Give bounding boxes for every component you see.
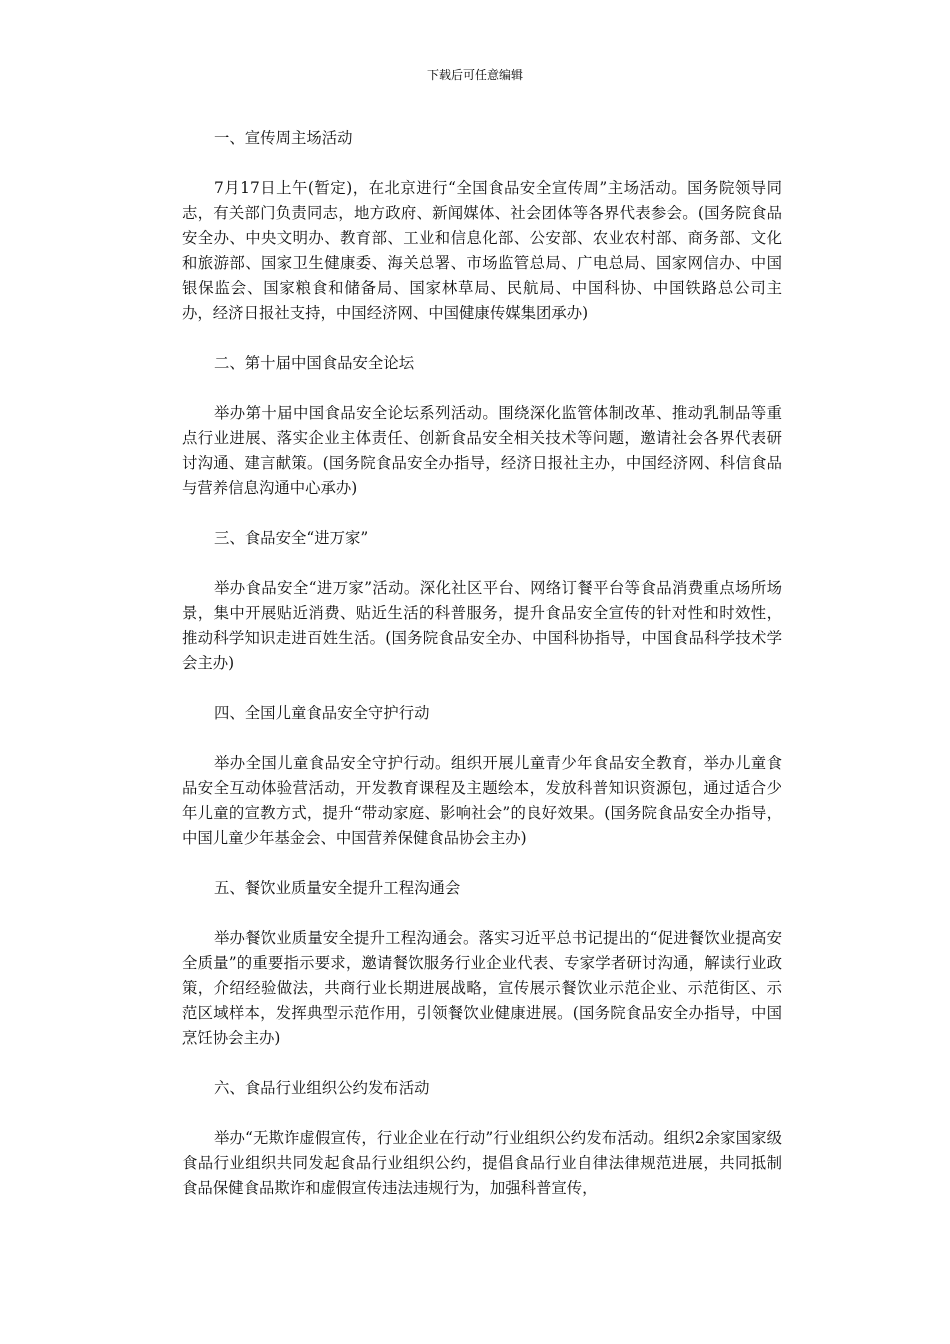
section-heading-6: 六、食品行业组织公约发布活动 <box>214 1079 430 1097</box>
header-note: 下载后可任意编辑 <box>426 68 523 82</box>
section-heading-1: 一、宣传周主场活动 <box>214 129 353 147</box>
section-paragraph-6: 举办“无欺诈虚假宣传，行业企业在行动”行业组织公约发布活动。组织2余家国家级食品行业组织共同发起食品行业组织公约，提倡食品行业自律法律规范进展，共同抵制食品保健食品欺诈和虚假宣传违法违规行为，加强科普宣传， <box>182 1129 782 1197</box>
section-paragraph-1: 7月17日上午(暂定)，在北京进行“全国食品安全宣传周”主场活动。国务院领导同志，有关部门负责同志，地方政府、新闻媒体、社会团体等各界代表参会。(国务院食品安全办、中央文明办、教育部、工业和信息化部、公安部、农业农村部、商务部、文化和旅游部、国家卫生健康委、海关总署、市场监管总局、广电总局、国家网信办、中国银保监会、国家粮食和储备局、国家林草局、民航局、中国科协、中国铁路总公司主办，经济日报社支持，中国经济网、中国健康传媒集团承办) <box>182 179 782 322</box>
section-paragraph-4: 举办全国儿童食品安全守护行动。组织开展儿童青少年食品安全教育，举办儿童食品安全互动体验营活动，开发教育课程及主题绘本，发放科普知识资源包，通过适合少年儿童的宣教方式，提升“带动家庭、影响社会”的良好效果。(国务院食品安全办指导，中国儿童少年基金会、中国营养保健食品协会主办) <box>182 754 782 847</box>
section-heading-4: 四、全国儿童食品安全守护行动 <box>214 704 430 722</box>
section-heading-5: 五、餐饮业质量安全提升工程沟通会 <box>214 879 461 897</box>
section-paragraph-5: 举办餐饮业质量安全提升工程沟通会。落实习近平总书记提出的“促进餐饮业提高安全质量”的重要指示要求，邀请餐饮服务行业企业代表、专家学者研讨沟通，解读行业政策，介绍经验做法，共商行业长期进展战略，宣传展示餐饮业示范企业、示范街区、示范区域样本，发挥典型示范作用，引领餐饮业健康进展。(国务院食品安全办指导，中国烹饪协会主办) <box>182 929 782 1047</box>
document-body <box>182 126 782 1226</box>
section-paragraph-2: 举办第十届中国食品安全论坛系列活动。围绕深化监管体制改革、推动乳制品等重点行业进展、落实企业主体责任、创新食品安全相关技术等问题，邀请社会各界代表研讨沟通、建言献策。(国务院食品安全办指导，经济日报社主办，中国经济网、科信食品与营养信息沟通中心承办) <box>182 404 782 497</box>
section-heading-3: 三、食品安全“进万家” <box>214 529 369 547</box>
section-heading-2: 二、第十届中国食品安全论坛 <box>214 354 415 372</box>
section-paragraph-3: 举办食品安全“进万家”活动。深化社区平台、网络订餐平台等食品消费重点场所场景，集中开展贴近消费、贴近生活的科普服务，提升食品安全宣传的针对性和时效性，推动科学知识走进百姓生活。(国务院食品安全办、中国科协指导，中国食品科学技术学会主办) <box>182 579 782 672</box>
